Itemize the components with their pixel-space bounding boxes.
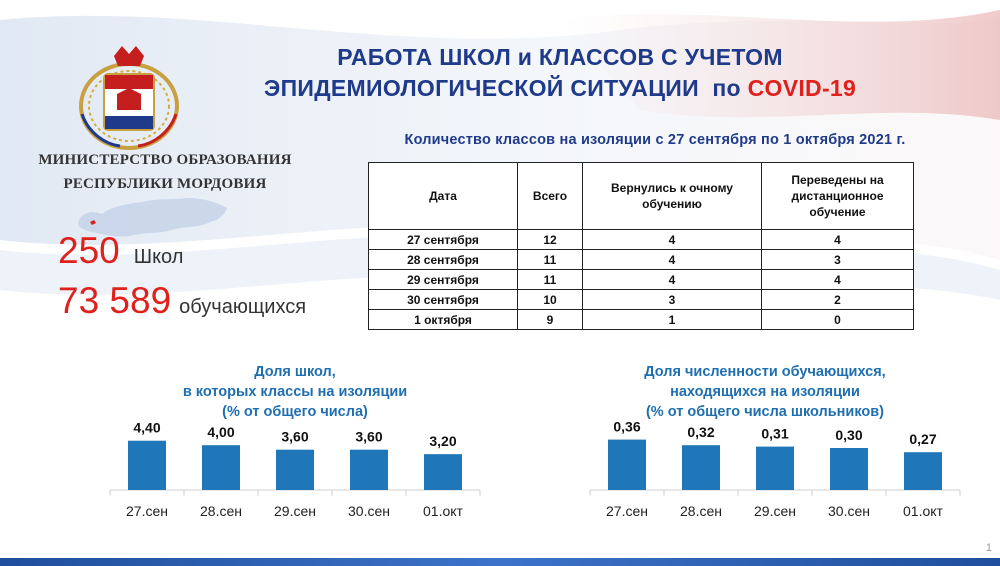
table-cell: 27 сентября [369, 230, 518, 250]
chart-2-bar [608, 440, 646, 490]
table-cell: 3 [762, 250, 914, 270]
table-cell: 1 [583, 310, 762, 330]
chart-1-bar [350, 450, 388, 490]
students-stat [58, 280, 306, 322]
header-remote: Переведены на дистанционное обучение [762, 163, 914, 230]
header-returned: Вернулись к очному обучению [583, 163, 762, 230]
schools-share-chart [110, 419, 480, 528]
table-row [369, 270, 914, 290]
schools-stat [58, 230, 183, 272]
chart-1-data-label: 4,40 [133, 419, 161, 436]
table-header-row [369, 163, 914, 230]
chart-2-category-label: 01.окт [903, 503, 943, 519]
table-cell: 11 [518, 250, 583, 270]
chart-1-title-line: Доля школ, [254, 364, 336, 380]
students-share-chart [590, 418, 960, 528]
title-covid: COVID-19 [747, 75, 857, 101]
chart-2-data-label: 0,30 [835, 427, 863, 443]
chart-1-title-line: в которых классы на изоляции [182, 384, 408, 400]
table-row [369, 230, 914, 250]
chart-1-category-label: 28.сен [200, 503, 242, 519]
chart-1-bar [424, 454, 462, 490]
table-cell: 10 [518, 290, 583, 310]
chart-1-category-label: 27.сен [126, 503, 168, 519]
page-title [200, 42, 920, 104]
table-row [369, 310, 914, 330]
chart-2-title-line: (% от общего числа школьников) [645, 404, 885, 420]
chart-1-bar [276, 450, 314, 490]
title-line-2-main: ЭПИДЕМИОЛОГИЧЕСКОЙ СИТУАЦИИ [263, 75, 699, 101]
title-po: по [712, 75, 741, 101]
chart-2-title-line: находящихся на изоляции [670, 384, 860, 400]
footer-bar [0, 558, 1000, 566]
table-cell: 9 [518, 310, 583, 330]
chart-2-data-label: 0,27 [909, 431, 937, 448]
chart-1-bar [202, 445, 240, 490]
table-row [369, 250, 914, 270]
chart-1-category-label: 29.сен [274, 503, 316, 519]
chart-2-data-label: 0,32 [687, 424, 715, 441]
table-cell: 4 [583, 250, 762, 270]
chart-2-title [600, 362, 930, 422]
chart-2-bar [830, 448, 868, 490]
students-count: 73 589 [58, 280, 172, 321]
chart-2-category-label: 29.сен [754, 503, 796, 519]
isolation-table [368, 162, 914, 330]
table-cell: 29 сентября [369, 270, 518, 290]
chart-2-bar [756, 447, 794, 490]
chart-2-category-label: 28.сен [680, 503, 722, 519]
chart-1-bar [128, 441, 166, 490]
table-cell: 12 [518, 230, 583, 250]
title-line-2 [200, 73, 920, 104]
table-row [369, 290, 914, 310]
table-cell: 4 [583, 230, 762, 250]
chart-2-bar [682, 445, 720, 490]
header-total: Всего [518, 163, 583, 230]
header-date: Дата [369, 163, 518, 230]
chart-2-data-label: 0,31 [761, 425, 789, 442]
table-title: Количество классов на изоляции с 27 сентября по 1 октября 2021 г. [404, 132, 906, 148]
table-cell: 11 [518, 270, 583, 290]
table-cell: 0 [762, 310, 914, 330]
mordovia-emblem-icon [74, 44, 184, 154]
title-line-1: РАБОТА ШКОЛ и КЛАССОВ С УЧЕТОМ [337, 44, 783, 70]
chart-2-category-label: 27.сен [606, 503, 648, 519]
table-cell: 2 [762, 290, 914, 310]
chart-1-category-label: 01.окт [423, 503, 463, 519]
chart-1-data-label: 3,60 [355, 428, 383, 445]
students-label: обучающихся [179, 296, 307, 318]
table-cell: 4 [762, 230, 914, 250]
schools-count: 250 [58, 230, 120, 271]
chart-1-category-label: 30.сен [348, 503, 390, 519]
table-cell: 3 [583, 290, 762, 310]
table-cell: 4 [762, 270, 914, 290]
chart-2-data-label: 0,36 [613, 418, 641, 435]
chart-1-title [130, 362, 460, 422]
chart-2-category-label: 30.сен [828, 503, 870, 519]
chart-1-data-label: 3,20 [429, 433, 457, 450]
table-cell: 30 сентября [369, 290, 518, 310]
schools-label: Школ [133, 246, 184, 268]
chart-1-data-label: 4,00 [207, 424, 235, 441]
chart-1-data-label: 3,60 [281, 428, 309, 445]
chart-2-title-line: Доля численности обучающихся, [644, 364, 886, 380]
table-cell: 28 сентября [369, 250, 518, 270]
chart-1-title-line: (% от общего числа) [222, 404, 368, 420]
chart-2-bar [904, 452, 942, 490]
ministry-name [20, 148, 310, 196]
ministry-line-2: РЕСПУБЛИКИ МОРДОВИЯ [63, 176, 267, 192]
page-number: 1 [985, 542, 992, 554]
table-cell: 1 октября [369, 310, 518, 330]
ministry-line-1: МИНИСТЕРСТВО ОБРАЗОВАНИЯ [38, 152, 292, 168]
table-cell: 4 [583, 270, 762, 290]
